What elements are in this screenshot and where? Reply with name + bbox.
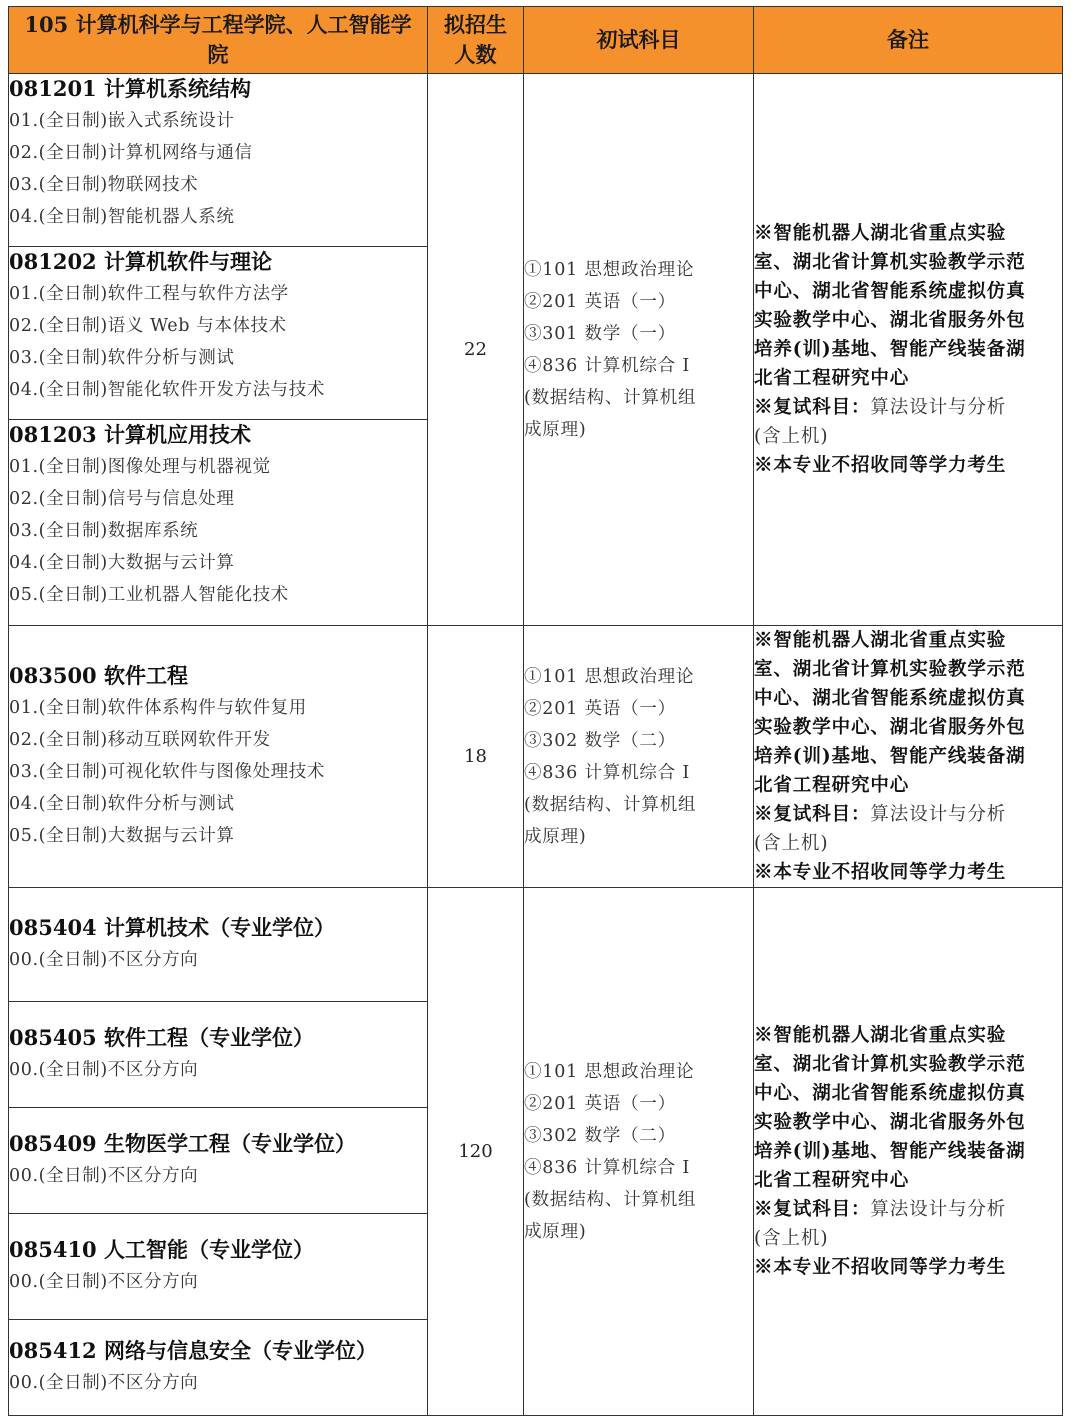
direction-item: 05.(全日制)工业机器人智能化技术 — [9, 585, 289, 605]
direction-item: 03.(全日制)物联网技术 — [9, 175, 199, 195]
remark-line — [754, 626, 1062, 655]
remark-line — [754, 1108, 1062, 1137]
subject-line: ③302 数学（二） — [524, 730, 676, 751]
program-title: 081203 计算机应用技术 — [9, 422, 251, 447]
subject-line: (数据结构、计算机组 — [524, 794, 697, 815]
direction-item: 05.(全日制)大数据与云计算 — [9, 826, 235, 846]
program-title: 083500 软件工程 — [9, 663, 188, 688]
direction-item: 00.(全日制)不区分方向 — [9, 1373, 199, 1393]
retest-continuation: (含上机) — [754, 833, 829, 854]
remark-line — [754, 771, 1062, 800]
quota-cell: 22 — [428, 74, 524, 626]
remark-line — [754, 684, 1062, 713]
direction-item: 01.(全日制)嵌入式系统设计 — [9, 111, 235, 131]
retest-value: 算法设计与分析 — [870, 804, 1007, 825]
remark-line — [754, 451, 1062, 480]
remark-text: 培养(训)基地、智能产线装备湖 — [754, 339, 1026, 360]
subject-line: ①101 思想政治理论 — [524, 259, 695, 280]
header-quota: 拟招生人数 — [428, 7, 524, 74]
retest-continuation: (含上机) — [754, 1228, 829, 1249]
subject-line: ②201 英语（一） — [524, 1093, 676, 1114]
remark-text: 实验教学中心、湖北省服务外包 — [754, 310, 1026, 331]
subject-line: ②201 英语（一） — [524, 291, 676, 312]
direction-item: 00.(全日制)不区分方向 — [9, 1060, 199, 1080]
direction-item: 04.(全日制)智能化软件开发方法与技术 — [9, 380, 325, 400]
remark-line — [754, 277, 1062, 306]
remark-line — [754, 219, 1062, 248]
remark-text: 实验教学中心、湖北省服务外包 — [754, 717, 1026, 738]
remarks-cell — [754, 626, 1063, 888]
subject-line: ②201 英语（一） — [524, 698, 676, 719]
remark-text: 室、湖北省计算机实验教学示范 — [754, 1054, 1026, 1075]
subject-line: ④836 计算机综合 I — [524, 762, 691, 783]
remark-line — [754, 364, 1062, 393]
quota-cell: 18 — [428, 626, 524, 888]
quota-cell: 120 — [428, 888, 524, 1416]
remark-text: 中心、湖北省智能系统虚拟仿真 — [754, 1083, 1026, 1104]
remark-text: ※智能机器人湖北省重点实验 — [754, 630, 1007, 651]
program-title: 081202 计算机软件与理论 — [9, 249, 272, 274]
direction-item: 01.(全日制)软件工程与软件方法学 — [9, 284, 289, 304]
remark-line — [754, 713, 1062, 742]
remark-text: 室、湖北省计算机实验教学示范 — [754, 659, 1026, 680]
program-cell — [9, 1320, 428, 1416]
table-row — [9, 626, 1063, 888]
retest-label: ※复试科目： — [754, 397, 871, 418]
subject-line: ③302 数学（二） — [524, 1125, 676, 1146]
remark-text: ※智能机器人湖北省重点实验 — [754, 1025, 1007, 1046]
admissions-table — [8, 6, 1063, 1416]
remark-line — [754, 1050, 1062, 1079]
remark-line — [754, 655, 1062, 684]
remark-retest-line — [754, 800, 1062, 829]
remark-text: 北省工程研究中心 — [754, 775, 910, 796]
remark-line — [754, 248, 1062, 277]
remark-retest-line — [754, 1195, 1062, 1224]
direction-item: 01.(全日制)软件体系构件与软件复用 — [9, 698, 307, 718]
remark-line — [754, 1021, 1062, 1050]
remark-text: 北省工程研究中心 — [754, 368, 910, 389]
remarks-cell — [754, 888, 1063, 1416]
remark-line — [754, 1137, 1062, 1166]
remark-text: 北省工程研究中心 — [754, 1170, 910, 1191]
program-title: 085410 人工智能（专业学位） — [9, 1237, 314, 1262]
retest-label: ※复试科目： — [754, 1199, 871, 1220]
program-cell — [9, 888, 428, 1002]
remark-text: 培养(训)基地、智能产线装备湖 — [754, 746, 1026, 767]
remark-text: 室、湖北省计算机实验教学示范 — [754, 252, 1026, 273]
program-cell — [9, 1002, 428, 1108]
direction-item: 03.(全日制)软件分析与测试 — [9, 348, 235, 368]
remark-line — [754, 1253, 1062, 1282]
program-cell — [9, 247, 428, 420]
direction-item: 00.(全日制)不区分方向 — [9, 1272, 199, 1292]
direction-item: 04.(全日制)软件分析与测试 — [9, 794, 235, 814]
subject-line: 成原理) — [524, 419, 587, 440]
subject-line: ③301 数学（一） — [524, 323, 676, 344]
no-equivalent-note: ※本专业不招收同等学力考生 — [754, 862, 1007, 883]
no-equivalent-note: ※本专业不招收同等学力考生 — [754, 455, 1007, 476]
subject-line: ④836 计算机综合 I — [524, 1157, 691, 1178]
direction-item: 02.(全日制)语义 Web 与本体技术 — [9, 316, 287, 336]
remark-text: 实验教学中心、湖北省服务外包 — [754, 1112, 1026, 1133]
header-row — [9, 7, 1063, 74]
remarks-cell — [754, 74, 1063, 626]
direction-item: 00.(全日制)不区分方向 — [9, 1166, 199, 1186]
program-title: 085405 软件工程（专业学位） — [9, 1025, 314, 1050]
program-title: 085409 生物医学工程（专业学位） — [9, 1131, 356, 1156]
retest-continuation: (含上机) — [754, 426, 829, 447]
direction-item: 04.(全日制)大数据与云计算 — [9, 553, 235, 573]
remark-line — [754, 1166, 1062, 1195]
subject-line: 成原理) — [524, 1221, 587, 1242]
subject-line: ①101 思想政治理论 — [524, 666, 695, 687]
program-cell — [9, 626, 428, 888]
program-title: 085412 网络与信息安全（专业学位） — [9, 1338, 377, 1363]
retest-label: ※复试科目： — [754, 804, 871, 825]
subjects-cell — [524, 626, 754, 888]
direction-item: 03.(全日制)可视化软件与图像处理技术 — [9, 762, 325, 782]
subjects-cell — [524, 74, 754, 626]
subject-line: ①101 思想政治理论 — [524, 1061, 695, 1082]
remark-text: 中心、湖北省智能系统虚拟仿真 — [754, 688, 1026, 709]
direction-item: 02.(全日制)信号与信息处理 — [9, 489, 235, 509]
remark-text: 中心、湖北省智能系统虚拟仿真 — [754, 281, 1026, 302]
remark-line — [754, 1079, 1062, 1108]
subjects-cell — [524, 888, 754, 1416]
direction-item: 00.(全日制)不区分方向 — [9, 950, 199, 970]
table-row — [9, 888, 1063, 1002]
direction-item: 03.(全日制)数据库系统 — [9, 521, 199, 541]
program-cell — [9, 420, 428, 626]
remark-line — [754, 335, 1062, 364]
remark-retest-line — [754, 393, 1062, 422]
program-cell — [9, 1214, 428, 1320]
remark-text: 培养(训)基地、智能产线装备湖 — [754, 1141, 1026, 1162]
program-title: 085404 计算机技术（专业学位） — [9, 915, 335, 940]
retest-value: 算法设计与分析 — [870, 397, 1007, 418]
remark-line — [754, 742, 1062, 771]
subject-line: 成原理) — [524, 826, 587, 847]
header-college: 105 计算机科学与工程学院、人工智能学院 — [9, 7, 428, 74]
program-title: 081201 计算机系统结构 — [9, 76, 251, 101]
header-remarks: 备注 — [754, 7, 1063, 74]
remark-line — [754, 306, 1062, 335]
program-cell — [9, 74, 428, 247]
remark-text: ※智能机器人湖北省重点实验 — [754, 223, 1007, 244]
subject-line: (数据结构、计算机组 — [524, 1189, 697, 1210]
header-subjects: 初试科目 — [524, 7, 754, 74]
subject-line: ④836 计算机综合 I — [524, 355, 691, 376]
program-cell — [9, 1108, 428, 1214]
table-row — [9, 74, 1063, 247]
direction-item: 04.(全日制)智能机器人系统 — [9, 207, 235, 227]
no-equivalent-note: ※本专业不招收同等学力考生 — [754, 1257, 1007, 1278]
direction-item: 01.(全日制)图像处理与机器视觉 — [9, 457, 271, 477]
remark-line — [754, 858, 1062, 887]
admissions-table-wrapper — [8, 6, 1062, 1416]
direction-item: 02.(全日制)移动互联网软件开发 — [9, 730, 271, 750]
retest-value: 算法设计与分析 — [870, 1199, 1007, 1220]
direction-item: 02.(全日制)计算机网络与通信 — [9, 143, 253, 163]
subject-line: (数据结构、计算机组 — [524, 387, 697, 408]
